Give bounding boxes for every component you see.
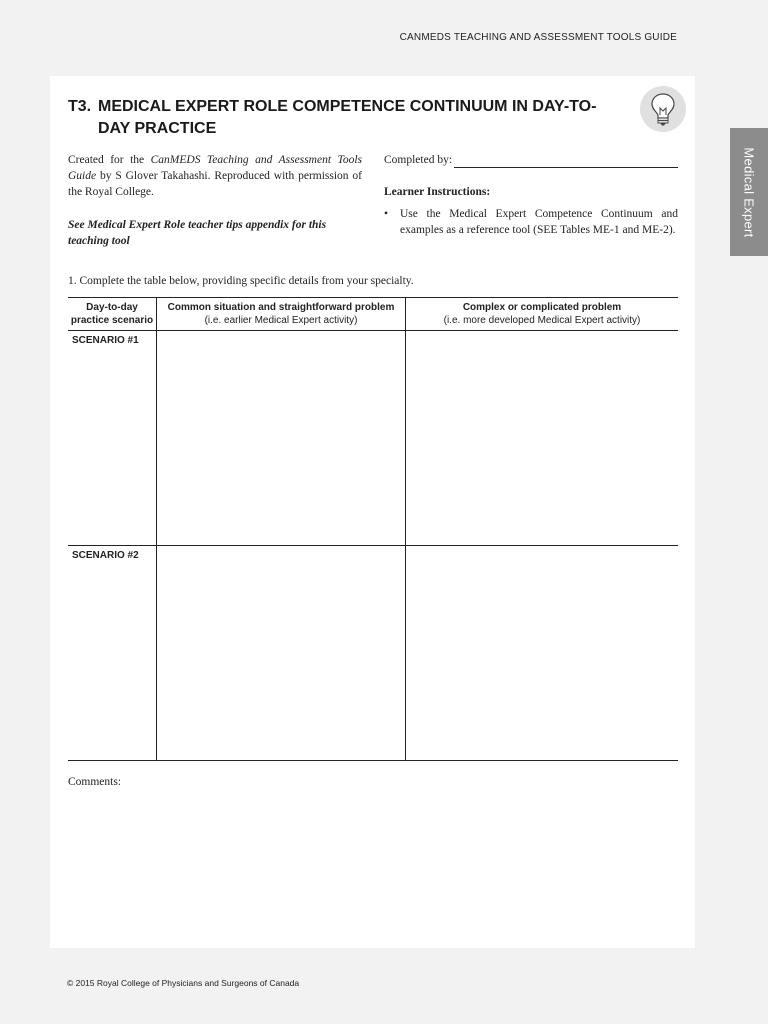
copyright-footer: © 2015 Royal College of Physicians and Surgeons of Canada [67, 978, 300, 988]
intro-text [68, 152, 362, 200]
learner-instructions-list [384, 206, 678, 238]
intro-part-1: Created for the [68, 154, 151, 166]
scenario-table [68, 297, 678, 761]
teacher-tips-note: See Medical Expert Role teacher tips appendix for this teaching tool [68, 219, 327, 247]
header-complex [406, 298, 679, 331]
header-sub: (i.e. more developed Medical Expert activity) [443, 315, 641, 326]
bullet: • [384, 208, 389, 220]
intro-part-2: by S Glover Takahashi. Reproduced with permission of the Royal College. [68, 170, 362, 198]
complex-cell[interactable] [406, 331, 679, 546]
title-number: T3. [68, 98, 92, 115]
worksheet-page [50, 76, 695, 948]
scenario-label: SCENARIO #1 [68, 331, 157, 546]
scenario-label: SCENARIO #2 [68, 546, 157, 761]
completed-by-row [384, 152, 678, 168]
header-common [157, 298, 406, 331]
step-1-instruction: 1. Complete the table below, providing specific details from your specialty. [68, 275, 414, 287]
page-title [68, 96, 628, 140]
completed-by-label: Completed by: [384, 154, 453, 166]
guide-title: CanMEDS Teaching and Assessment Tools Guide [68, 154, 363, 182]
running-head: CANMEDS TEACHING AND ASSESSMENT TOOLS GUIDE [399, 32, 677, 43]
side-tab-label: Medical Expert [741, 146, 757, 238]
common-cell[interactable] [157, 546, 406, 761]
table-header-row [68, 298, 678, 331]
common-cell[interactable] [157, 331, 406, 546]
header-scenario [68, 298, 157, 331]
learner-instructions-heading: Learner Instructions: [384, 186, 491, 198]
lightbulb-icon [640, 86, 686, 132]
header-main: Day-to-day practice scenario [70, 302, 154, 326]
table-row [68, 546, 678, 761]
complex-cell[interactable] [406, 546, 679, 761]
list-item [384, 206, 678, 238]
title-text: MEDICAL EXPERT ROLE COMPETENCE CONTINUUM IN DAY-TO-DAY PRACTICE [98, 98, 597, 137]
table-row [68, 331, 678, 546]
comments-label: Comments: [68, 776, 122, 788]
completed-by-field[interactable] [454, 155, 678, 168]
header-sub: (i.e. earlier Medical Expert activity) [204, 315, 358, 326]
header-main: Complex or complicated problem [462, 302, 622, 313]
side-tab-medical-expert [730, 128, 768, 256]
instruction-text: Use the Medical Expert Competence Continuum and examples as a reference tool (SEE Tables ME-1 and ME-2). [400, 208, 678, 236]
header-main: Common situation and straightforward problem [167, 302, 395, 313]
